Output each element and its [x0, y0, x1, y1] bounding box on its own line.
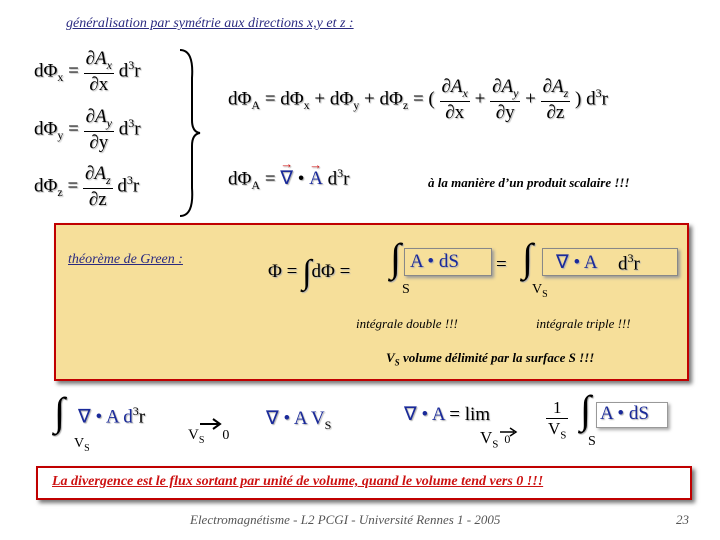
page-number: 23	[676, 512, 689, 527]
surface-integral: ∫ A • dS S	[390, 234, 401, 281]
conclusion-text: La divergence est le flux sortant par unité de volume, quand le volume tend vers 0 !!!	[52, 474, 544, 489]
sum-fraction-z: $\frac{\partial A_z}{\partial z}$	[542, 76, 569, 123]
sum-fraction-x: $\frac{\partial A_x}{\partial x}$	[441, 76, 468, 123]
arrow-under-lim	[500, 424, 520, 442]
small-surface-integral-sign: ∫	[580, 387, 591, 432]
integral-sign: ∫	[302, 254, 312, 291]
small-integral-sign: ∫	[54, 389, 65, 434]
flux-z-equation: $d\Phi_z$ = $\frac{\partial A_z}{\partial z}$ $d^3r$	[34, 163, 140, 210]
volume-integral-sign: ∫	[522, 235, 533, 280]
limit-subscript: $V_S$ 0	[480, 428, 511, 451]
vector-a: → A	[309, 168, 323, 190]
flux-x-equation: $d\Phi_x$ = $\frac{\partial A_x}{\partial x}$ $d^3r$	[34, 48, 141, 95]
right-arrow-icon	[200, 418, 224, 430]
double-integral-note: intégrale double !!!	[356, 316, 458, 331]
one-over-vs: $\frac{1}{V_S}$	[548, 398, 567, 442]
scalar-product-note: à la manière d’un produit scalaire !!!	[428, 175, 630, 190]
volume-definition-note: $V_S$ volume délimité par la surface S !!!	[386, 350, 595, 368]
volume-integral-small: ∫ ∇ • A $d^3r$ $V_S$	[54, 389, 146, 454]
surface-integral-body: A • dS	[410, 251, 459, 272]
nabla-symbol: → ∇	[280, 167, 293, 190]
sum-equation: $d\Phi_A = d\Phi_x + d\Phi_y + d\Phi_z$ = ( $\frac{\partial A_x}{\partial x}$ + $\frac{\partial A_y}{\partial y}$ + $\frac{\partial A_z}{\partial z}$ ) $d^3r$	[228, 76, 608, 123]
approx-expression: ∇ • A $V_S$	[266, 408, 332, 432]
divergence-equation: $d\Phi_A$ = → ∇ • → A $d^3r$	[228, 166, 349, 193]
flux-x-fraction: $\frac{\partial A_x}{\partial x}$	[85, 48, 112, 95]
flux-z-fraction: $\frac{\partial A_z}{\partial z}$	[84, 163, 111, 210]
green-theorem-label: théorème de Green :	[68, 252, 183, 267]
sum-fraction-y: $\frac{\partial A_y}{\partial y}$	[492, 76, 519, 123]
footer-text: Electromagnétisme - L2 PCGI - Université Rennes 1 - 2005	[190, 512, 501, 527]
triple-integral-note: intégrale triple !!!	[536, 316, 631, 331]
slide-heading: généralisation par symétrie aux directions x,y et z :	[66, 16, 354, 31]
flux-y-fraction: $\frac{\partial A_y}{\partial y}$	[85, 106, 112, 153]
surface-integral-sign: ∫	[390, 235, 401, 280]
volume-integral: ∫ ∇ • A $d^3r$ $V_S$	[522, 234, 533, 281]
green-theorem-equation: Φ = ∫dΦ =	[268, 254, 351, 291]
limit-arrow-group: $V_S$ 0	[188, 426, 229, 446]
surface-integral-small: ∫ A • dS S	[580, 386, 591, 433]
flux-y-equation: $d\Phi_y$ = $\frac{\partial A_y}{\partial y}$ $d^3r$	[34, 106, 141, 153]
right-brace-icon	[176, 48, 202, 218]
divergence-limit-definition: ∇ • A = lim	[404, 404, 491, 425]
right-arrow-icon	[500, 427, 520, 437]
